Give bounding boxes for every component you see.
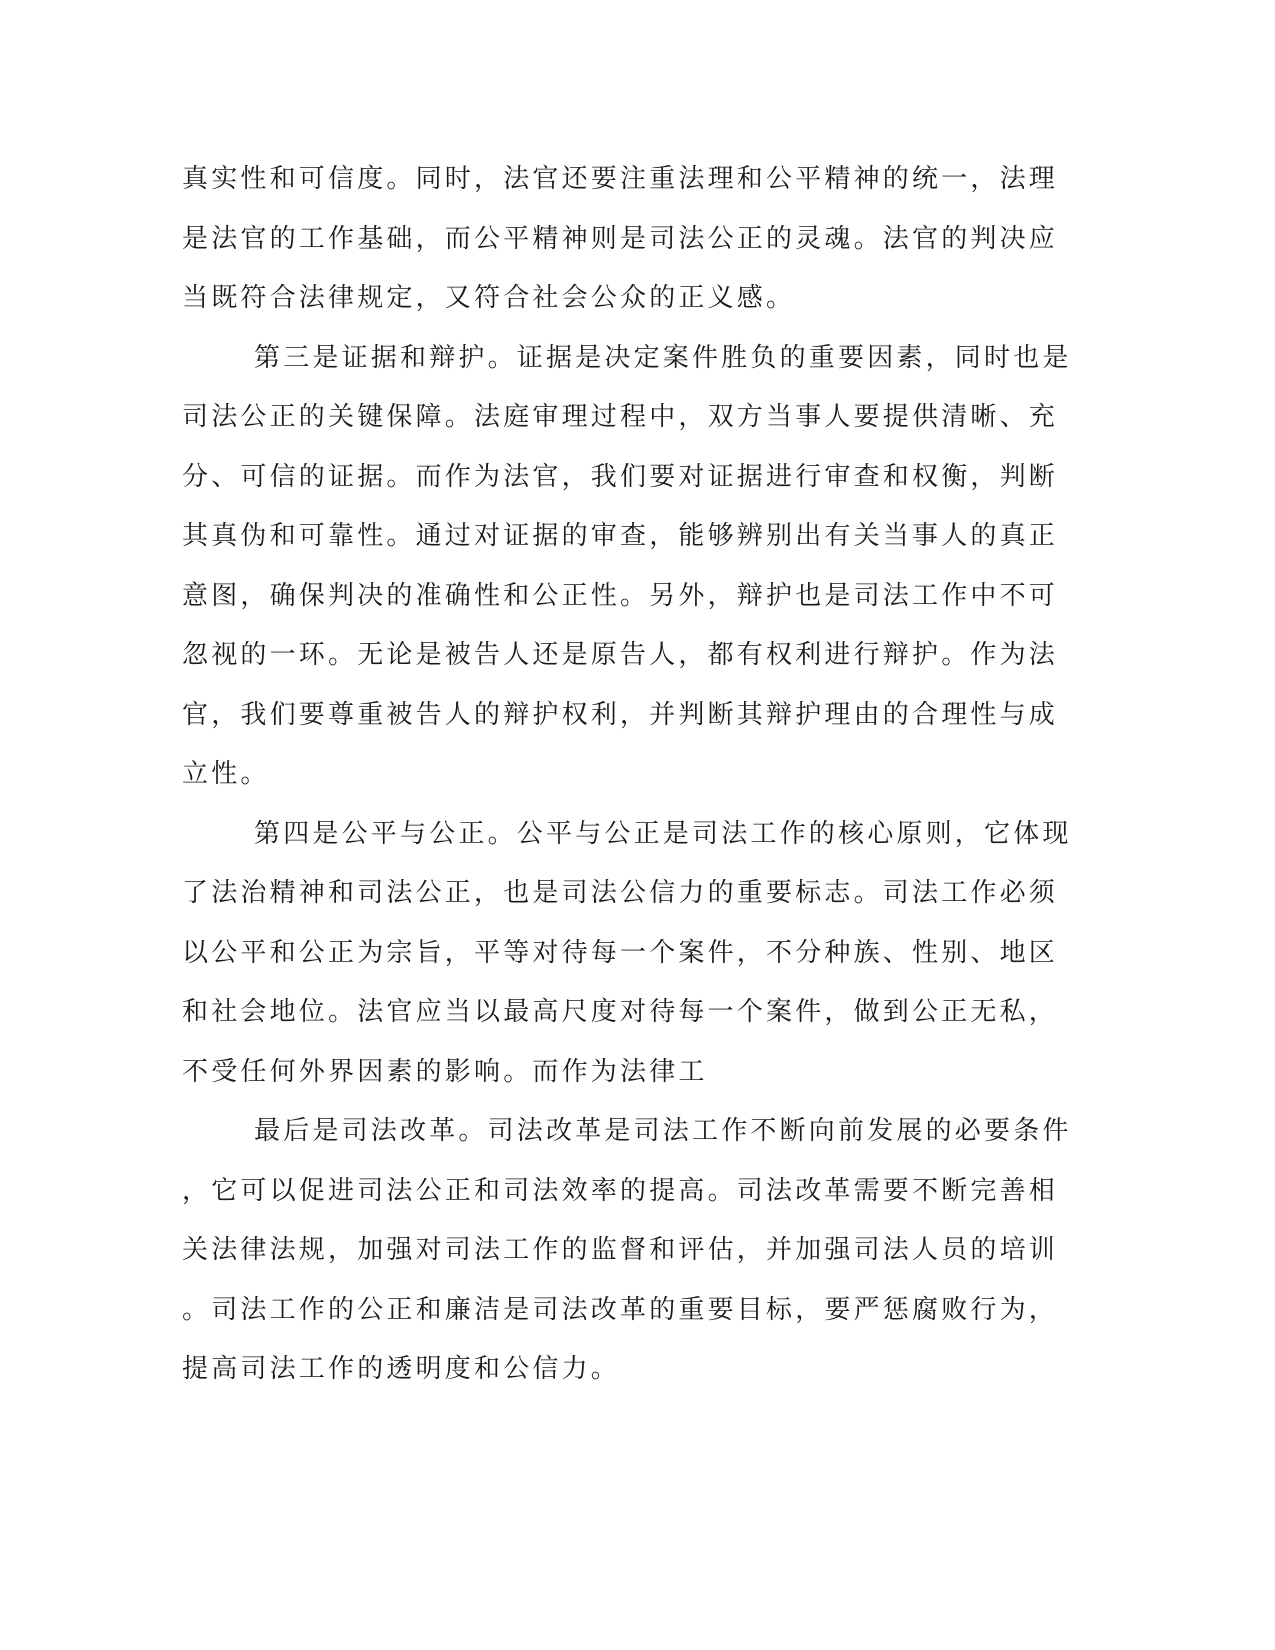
text-line: 。司法工作的公正和廉洁是司法改革的重要目标，要严惩腐败行为， bbox=[182, 1294, 1059, 1325]
text-line: 第三是证据和辩护。证据是决定案件胜负的重要因素，同时也是 bbox=[254, 342, 1072, 373]
paragraph-3 bbox=[182, 805, 1072, 1103]
text-line: 分、可信的证据。而作为法官，我们要对证据进行审查和权衡，判断 bbox=[182, 461, 1059, 492]
text-line: 不受任何外界因素的影响。而作为法律工 bbox=[182, 1056, 708, 1087]
text-line: 以公平和公正为宗旨，平等对待每一个案件，不分种族、性别、地区 bbox=[182, 937, 1059, 968]
text-line: 和社会地位。法官应当以最高尺度对待每一个案件，做到公正无私， bbox=[182, 997, 1059, 1027]
body-text bbox=[182, 150, 1072, 1400]
text-line: 第四是公平与公正。公平与公正是司法工作的核心原则，它体现 bbox=[254, 818, 1072, 849]
paragraph-4 bbox=[182, 1102, 1072, 1400]
paragraph-1 bbox=[182, 150, 1059, 329]
text-line: 立性。 bbox=[182, 759, 270, 789]
text-line: 意图，确保判决的准确性和公正性。另外，辩护也是司法工作中不可 bbox=[182, 580, 1059, 611]
text-line: 官，我们要尊重被告人的辩护权利，并判断其辩护理由的合理性与成 bbox=[182, 699, 1059, 730]
text-line: 真实性和可信度。同时，法官还要注重法理和公平精神的统一，法理 bbox=[182, 164, 1059, 194]
text-line: 是法官的工作基础，而公平精神则是司法公正的灵魂。法官的判决应 bbox=[182, 223, 1059, 254]
text-line: 当既符合法律规定，又符合社会公众的正义感。 bbox=[182, 283, 796, 313]
text-line: 忽视的一环。无论是被告人还是原告人，都有权利进行辩护。作为法 bbox=[182, 640, 1059, 670]
text-line: 了法治精神和司法公正，也是司法公信力的重要标志。司法工作必须 bbox=[182, 878, 1059, 908]
text-line: 关法律法规，加强对司法工作的监督和评估，并加强司法人员的培训 bbox=[182, 1235, 1059, 1265]
text-line: 提高司法工作的透明度和公信力。 bbox=[182, 1354, 621, 1384]
text-line: 其真伪和可靠性。通过对证据的审查，能够辨别出有关当事人的真正 bbox=[182, 521, 1059, 551]
text-line: ，它可以促进司法公正和司法效率的提高。司法改革需要不断完善相 bbox=[182, 1175, 1059, 1206]
text-line: 最后是司法改革。司法改革是司法工作不断向前发展的必要条件 bbox=[254, 1116, 1072, 1146]
paragraph-2 bbox=[182, 329, 1072, 805]
text-line: 司法公正的关键保障。法庭审理过程中，双方当事人要提供清晰、充 bbox=[182, 402, 1059, 432]
